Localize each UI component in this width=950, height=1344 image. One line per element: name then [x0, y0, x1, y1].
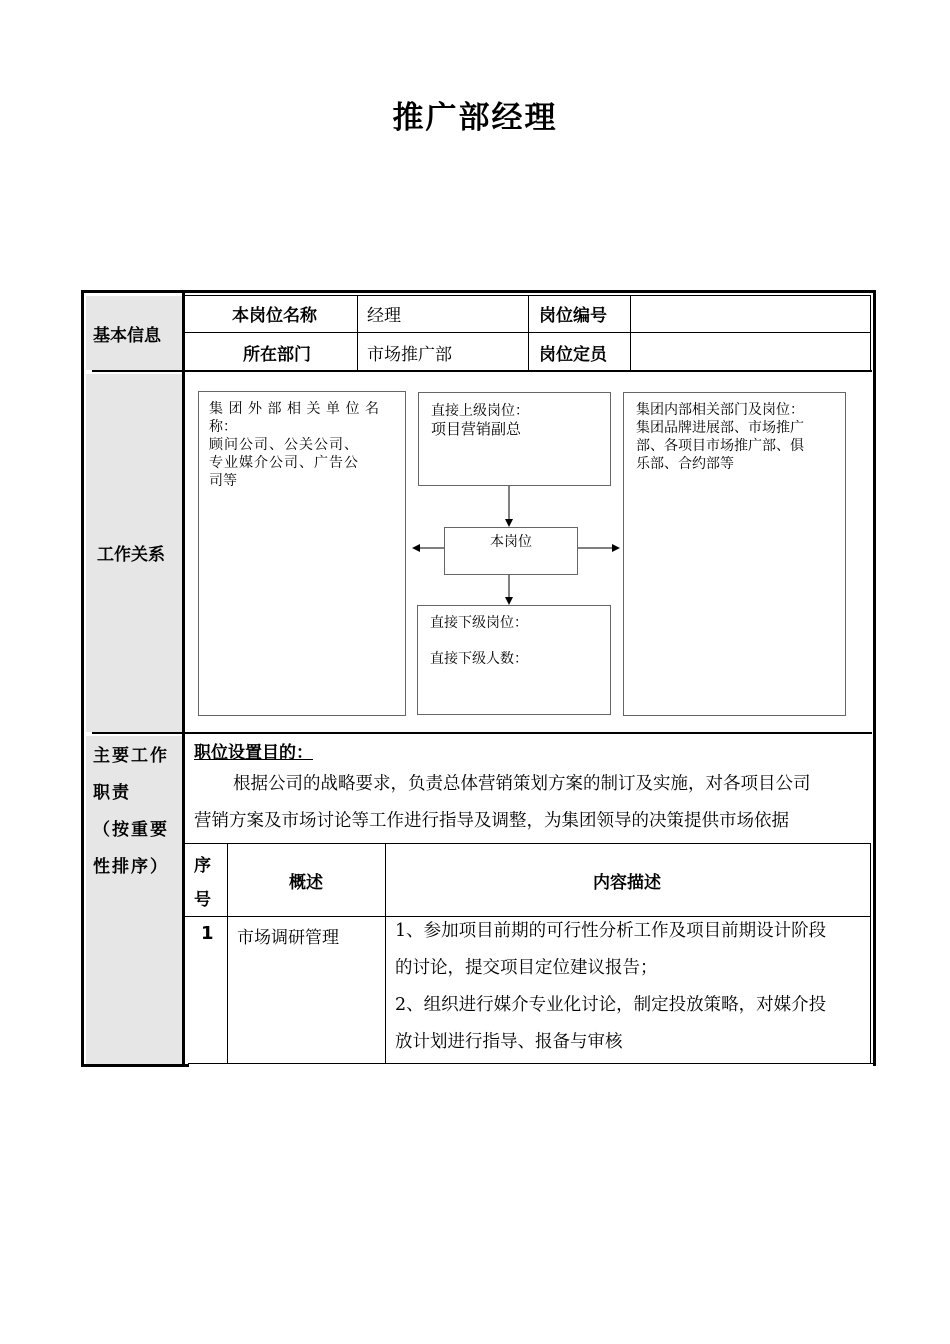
table-row-desc-3: 2、组织进行媒介专业化讨论，制定投放策略，对媒介投	[395, 995, 827, 1015]
department-value: 市场推广部	[367, 345, 452, 365]
department-label: 所在部门	[243, 345, 311, 365]
description-header: 内容描述	[593, 873, 661, 893]
arrowhead-right-icon	[612, 544, 620, 552]
arrowhead-down-icon	[505, 519, 513, 527]
work-relations-label: 工作关系	[97, 545, 165, 565]
position-name-label: 本岗位名称	[232, 306, 317, 326]
duties-label: 主要工作 职责 （按重要 性排序）	[93, 746, 169, 877]
purpose-line-2: 营销方案及市场讨论等工作进行指导及调整，为集团领导的决策提供市场依据	[194, 811, 789, 831]
seq-header: 序 号	[194, 856, 211, 910]
subordinate-count-label: 直接下级人数：	[430, 651, 528, 667]
summary-header: 概述	[289, 873, 323, 893]
headcount-label: 岗位定员	[539, 345, 607, 365]
internal-depts-box: 集团内部相关部门及岗位： 集团品牌进展部、市场推广 部、各项目市场推广部、俱 乐部、合约部等	[623, 392, 846, 716]
arrowhead-left-icon	[412, 544, 420, 552]
self-position-label: 本岗位	[490, 534, 532, 550]
position-no-label: 岗位编号	[539, 306, 607, 326]
superior-label: 直接上级岗位：	[431, 403, 529, 419]
table-row-desc-1: 1、参加项目前期的可行性分析工作及项目前期设计阶段	[395, 921, 827, 941]
table-row-seq: 1	[201, 923, 214, 944]
table-row-desc-2: 的讨论，提交项目定位建议报告；	[395, 958, 658, 978]
position-name-value: 经理	[367, 306, 401, 326]
subordinate-label: 直接下级岗位：	[430, 615, 528, 631]
table-row-summary: 市场调研管理	[237, 928, 339, 948]
purpose-heading: 职位设置目的：	[194, 743, 313, 763]
superior-value: 项目营销副总	[431, 420, 522, 438]
page-title: 推广部经理	[392, 100, 558, 136]
table-row-desc-4: 放计划进行指导、报备与审核	[395, 1032, 623, 1052]
arrowhead-down-icon	[505, 597, 513, 605]
external-units-box: 集团外部相关单位名 称： 顾问公司、公关公司、 专业媒介公司、广告公 司等	[198, 391, 406, 716]
purpose-line-1: 根据公司的战略要求，负责总体营销策划方案的制订及实施，对各项目公司	[233, 774, 811, 794]
basic-info-label: 基本信息	[93, 326, 161, 346]
